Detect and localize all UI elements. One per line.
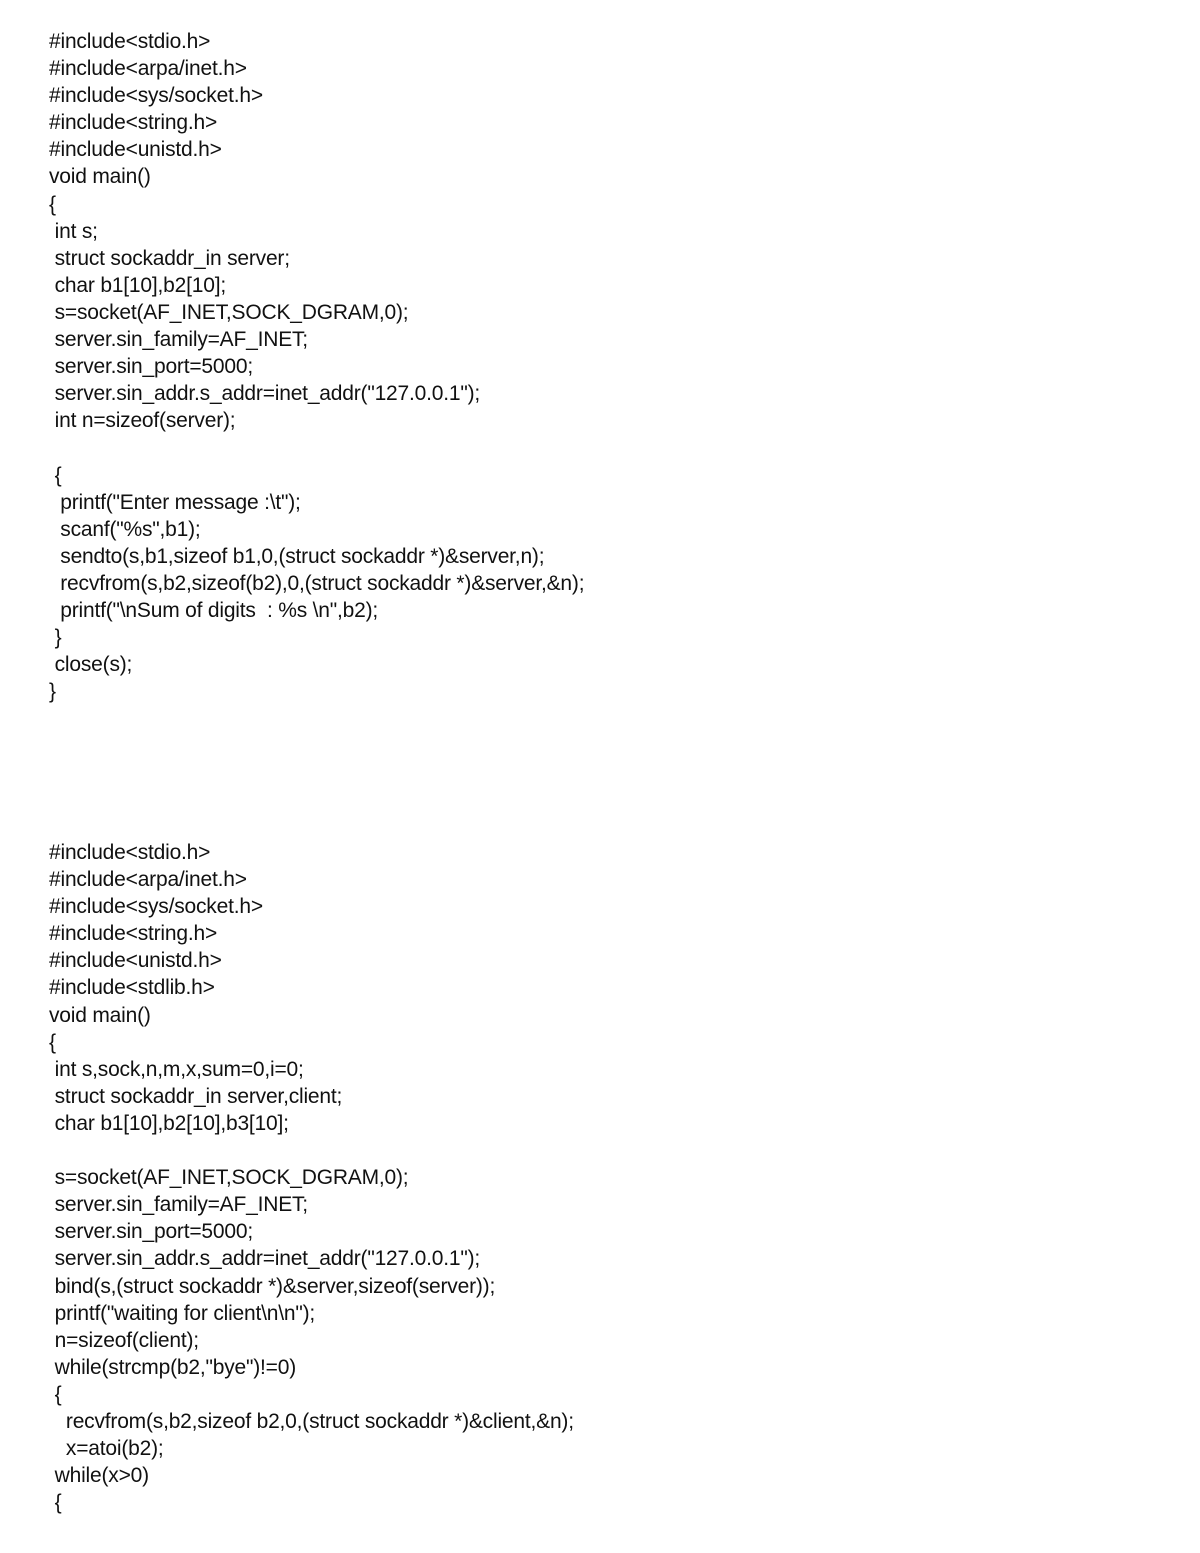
code-line: char b1[10],b2[10];: [49, 273, 226, 297]
code-line: {: [49, 1382, 62, 1406]
server-code-block: [49, 839, 1149, 1516]
code-line: #include<string.h>: [49, 922, 218, 946]
code-line: {: [49, 463, 62, 487]
code-line: struct sockaddr_in server;: [49, 246, 290, 270]
code-line: server.sin_addr.s_addr=inet_addr("127.0.0.1");: [49, 1247, 481, 1271]
code-line: #include<string.h>: [49, 111, 218, 135]
code-line: struct sockaddr_in server,client;: [49, 1084, 343, 1108]
code-line: #include<stdlib.h>: [49, 976, 215, 1000]
code-line: while(strcmp(b2,"bye")!=0): [49, 1355, 296, 1379]
code-line: #include<arpa/inet.h>: [49, 868, 247, 892]
client-code-block: [49, 28, 1149, 705]
code-line: recvfrom(s,b2,sizeof b2,0,(struct sockaddr *)&client,&n);: [49, 1409, 574, 1433]
code-line: #include<sys/socket.h>: [49, 84, 263, 108]
code-line: server.sin_port=5000;: [49, 355, 253, 379]
code-line: int s;: [49, 219, 98, 243]
code-line: n=sizeof(client);: [49, 1328, 199, 1352]
code-line: sendto(s,b1,sizeof b1,0,(struct sockaddr *)&server,n);: [49, 544, 545, 568]
code-line: [49, 1137, 1149, 1164]
code-line: #include<unistd.h>: [49, 949, 222, 973]
code-line: scanf("%s",b1);: [49, 517, 201, 541]
code-line: {: [49, 192, 56, 216]
code-line: server.sin_family=AF_INET;: [49, 328, 308, 352]
code-line: int n=sizeof(server);: [49, 409, 236, 433]
code-line: {: [49, 1030, 56, 1054]
code-line: [49, 434, 1149, 461]
code-line: int s,sock,n,m,x,sum=0,i=0;: [49, 1057, 304, 1081]
code-line: server.sin_addr.s_addr=inet_addr("127.0.0.1");: [49, 382, 481, 406]
code-line: void main(): [49, 1003, 151, 1027]
code-line: server.sin_family=AF_INET;: [49, 1193, 308, 1217]
code-line: s=socket(AF_INET,SOCK_DGRAM,0);: [49, 300, 409, 324]
code-line: printf("waiting for client\n\n");: [49, 1301, 316, 1325]
code-line: close(s);: [49, 653, 133, 677]
code-line: #include<stdio.h>: [49, 841, 211, 864]
code-line: while(x>0): [49, 1464, 149, 1488]
code-line: {: [49, 1491, 62, 1515]
code-line: server.sin_port=5000;: [49, 1220, 253, 1244]
code-line: #include<sys/socket.h>: [49, 895, 263, 919]
code-line: x=atoi(b2);: [49, 1437, 164, 1461]
code-line: }: [49, 680, 56, 704]
code-line: #include<unistd.h>: [49, 138, 222, 162]
code-line: }: [49, 626, 62, 650]
code-line: recvfrom(s,b2,sizeof(b2),0,(struct sockaddr *)&server,&n);: [49, 571, 585, 595]
code-line: printf("Enter message :\t");: [49, 490, 301, 514]
code-line: void main(): [49, 165, 151, 189]
code-line: printf("\nSum of digits : %s \n",b2);: [49, 598, 379, 622]
code-line: bind(s,(struct sockaddr *)&server,sizeof(server));: [49, 1274, 496, 1298]
code-line: char b1[10],b2[10],b3[10];: [49, 1111, 289, 1135]
code-line: s=socket(AF_INET,SOCK_DGRAM,0);: [49, 1166, 409, 1190]
code-line: #include<stdio.h>: [49, 30, 211, 53]
code-line: #include<arpa/inet.h>: [49, 57, 247, 81]
